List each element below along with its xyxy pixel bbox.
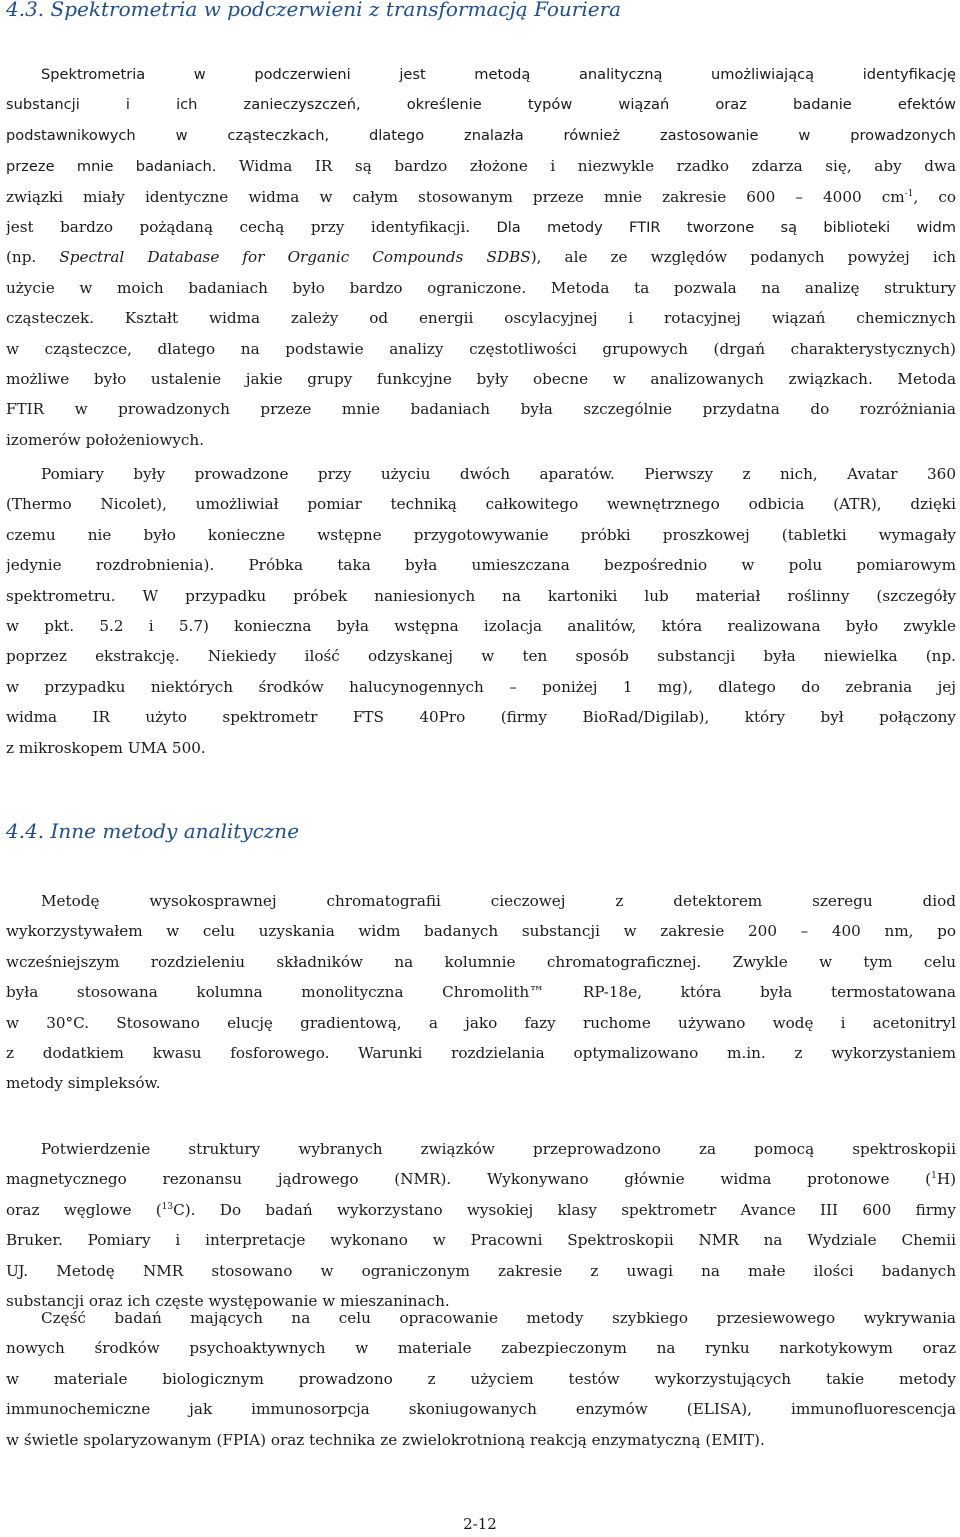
- text-line: czemu nie było konieczne wstępne przygotowywanie próbki proszkowej (tabletki wymagały: [6, 525, 956, 544]
- text-line: substancji oraz ich częste występowanie w mieszaninach.: [6, 1291, 450, 1310]
- text-line: [6, 151, 956, 181]
- text-line: metody simpleksów.: [6, 1074, 161, 1093]
- section-heading-4-3: 4.3. Spektrometria w podczerwieni z transformacją Fouriera: [6, 0, 622, 21]
- text-line: nowych środków psychoaktywnych w materiale zabezpieczonym na rynku narkotykowym oraz: [6, 1339, 956, 1358]
- text-line: jedynie rozdrobnienia). Próbka taka była umieszczana bezpośrednio w polu pomiarowym: [6, 556, 956, 575]
- text-line: poprzez ekstrakcję. Niekiedy ilość odzyskanej w ten sposób substancji była niewielka (np.: [6, 647, 956, 666]
- text-line: [6, 242, 956, 272]
- text-line: cząsteczek. Kształt widma zależy od energii oscylacyjnej i rotacyjnej wiązań chemicznych: [6, 309, 956, 328]
- text-line: w pkt. 5.2 i 5.7) konieczna była wstępna izolacja analitów, która realizowana było zwykle: [6, 616, 956, 635]
- text-fragment: Dla metody FTIR tworzone są biblioteki widm: [470, 218, 956, 236]
- text-line: FTIR w prowadzonych przeze mnie badaniach była szczególnie przydatna do rozróżniania: [6, 400, 956, 419]
- text-line: z dodatkiem kwasu fosforowego. Warunki rozdzielania optymalizowano m.in. z wykorzystaniem: [6, 1043, 956, 1062]
- text-line: w 30°C. Stosowano elucję gradientową, a jako fazy ruchome używano wodę i acetonitryl: [6, 1013, 956, 1032]
- text-fragment: związki miały identyczne widma w całym stosowanym przeze mnie zakresie 600 – 4000 cm: [6, 187, 905, 206]
- superscript: 1: [931, 1171, 937, 1182]
- text-fragment: , co: [913, 187, 956, 206]
- text-line: w świetle spolaryzowanym (FPIA) oraz technika ze zwielokrotnioną reakcją enzymatyczną (EMIT).: [6, 1430, 765, 1449]
- superscript: 13: [161, 1201, 174, 1212]
- paragraph-immunoassay: [6, 1303, 956, 1455]
- text-line: widma IR użyto spektrometr FTS 40Pro (firmy BioRad/Digilab), który był połączony: [6, 708, 956, 727]
- section-heading-4-4: 4.4. Inne metody analityczne: [6, 819, 300, 843]
- text-line: w przypadku niektórych środków halucynogennych – poniżej 1 mg), dlatego do zebrania jej: [6, 677, 956, 696]
- text-line: Potwierdzenie struktury wybranych związków przeprowadzono za pomocą spektroskopii: [41, 1140, 956, 1158]
- text-fragment: ), ale ze względów podanych powyżej ich: [530, 248, 956, 267]
- text-line: możliwe było ustalenie jakie grupy funkcyjne były obecne w analizowanych związkach. Metoda: [6, 369, 956, 388]
- text-fragment: przeze mnie badaniach.: [6, 158, 217, 176]
- text-line: Część badań mających na celu opracowanie metody szybkiego przesiewowego wykrywania: [41, 1309, 956, 1327]
- text-line: spektrometru. W przypadku próbek naniesionych na kartoniki lub materiał roślinny (szczegóły: [6, 586, 956, 605]
- text-line: wykorzystywałem w celu uzyskania widm badanych substancji w zakresie 200 – 400 nm, po: [6, 922, 956, 941]
- text-line: UJ. Metodę NMR stosowano w ograniczonym zakresie z uwagi na małe ilości badanych: [6, 1261, 956, 1280]
- text-line: immunochemiczne jak immunosorpcja skoniugowanych enzymów (ELISA), immunofluorescencja: [6, 1400, 956, 1419]
- text-fragment: Widma IR są bardzo złożone i niezwykle rzadko zdarza się, aby dwa: [216, 157, 956, 176]
- paragraph-ftir-instruments: [6, 459, 956, 763]
- text-line: [6, 1195, 956, 1225]
- text-fragment: (np.: [6, 248, 60, 267]
- text-fragment: oraz węglowe (: [6, 1200, 162, 1219]
- paragraph-hplc: [6, 886, 956, 1099]
- text-fragment: jest bardzo pożądaną cechą przy identyfikacji.: [6, 217, 471, 236]
- italic-database-name: Spectral Database for Organic Compounds SDBS: [59, 248, 531, 267]
- text-line: Metodę wysokosprawnej chromatografii cieczowej z detektorem szeregu diod: [41, 892, 956, 910]
- text-line: w cząsteczce, dlatego na podstawie analizy częstotliwości grupowych (drgań charakterystycznych): [6, 339, 956, 358]
- text-line: Pomiary były prowadzone przy użyciu dwóch aparatów. Pierwszy z nich, Avatar 360: [41, 465, 956, 483]
- paragraph-nmr: [6, 1134, 956, 1316]
- text-line: [6, 182, 956, 212]
- text-line: była stosowana kolumna monolityczna Chromolith™ RP-18e, która była termostatowana: [6, 983, 956, 1002]
- text-line: [6, 1164, 956, 1194]
- text-line: podstawnikowych w cząsteczkach, dlatego znalazła również zastosowanie w prowadzonych: [6, 126, 956, 144]
- text-fragment: H): [936, 1170, 956, 1189]
- text-fragment: C). Do badań wykorzystano wysokiej klasy spektrometr Avance III 600 firmy: [173, 1200, 956, 1219]
- text-line: substancji i ich zanieczyszczeń, określenie typów wiązań oraz badanie efektów: [6, 96, 956, 114]
- text-line: [6, 212, 956, 242]
- text-fragment: magnetycznego rezonansu jądrowego (NMR). Wykonywano głównie widma protonowe (: [6, 1170, 932, 1189]
- text-line: wcześniejszym rozdzieleniu składników na kolumnie chromatograficznej. Zwykle w tym celu: [6, 952, 956, 971]
- text-line: z mikroskopem UMA 500.: [6, 738, 206, 757]
- text-line: Bruker. Pomiary i interpretacje wykonano w Pracowni Spektroskopii NMR na Wydziale Chemii: [6, 1231, 956, 1250]
- superscript: -1: [904, 188, 914, 199]
- text-line: (Thermo Nicolet), umożliwiał pomiar techniką całkowitego wewnętrznego odbicia (ATR), dzięki: [6, 495, 956, 514]
- text-line: użycie w moich badaniach było bardzo ograniczone. Metoda ta pozwala na analizę struktury: [6, 278, 956, 297]
- text-line: Spektrometria w podczerwieni jest metodą analityczną umożliwiającą identyfikację: [41, 66, 956, 83]
- text-line: w materiale biologicznym prowadzono z użyciem testów wykorzystujących takie metody: [6, 1369, 956, 1388]
- text-line: izomerów położeniowych.: [6, 430, 205, 449]
- paragraph-ftir-intro: [6, 60, 956, 455]
- page-number: 2-12: [463, 1515, 497, 1533]
